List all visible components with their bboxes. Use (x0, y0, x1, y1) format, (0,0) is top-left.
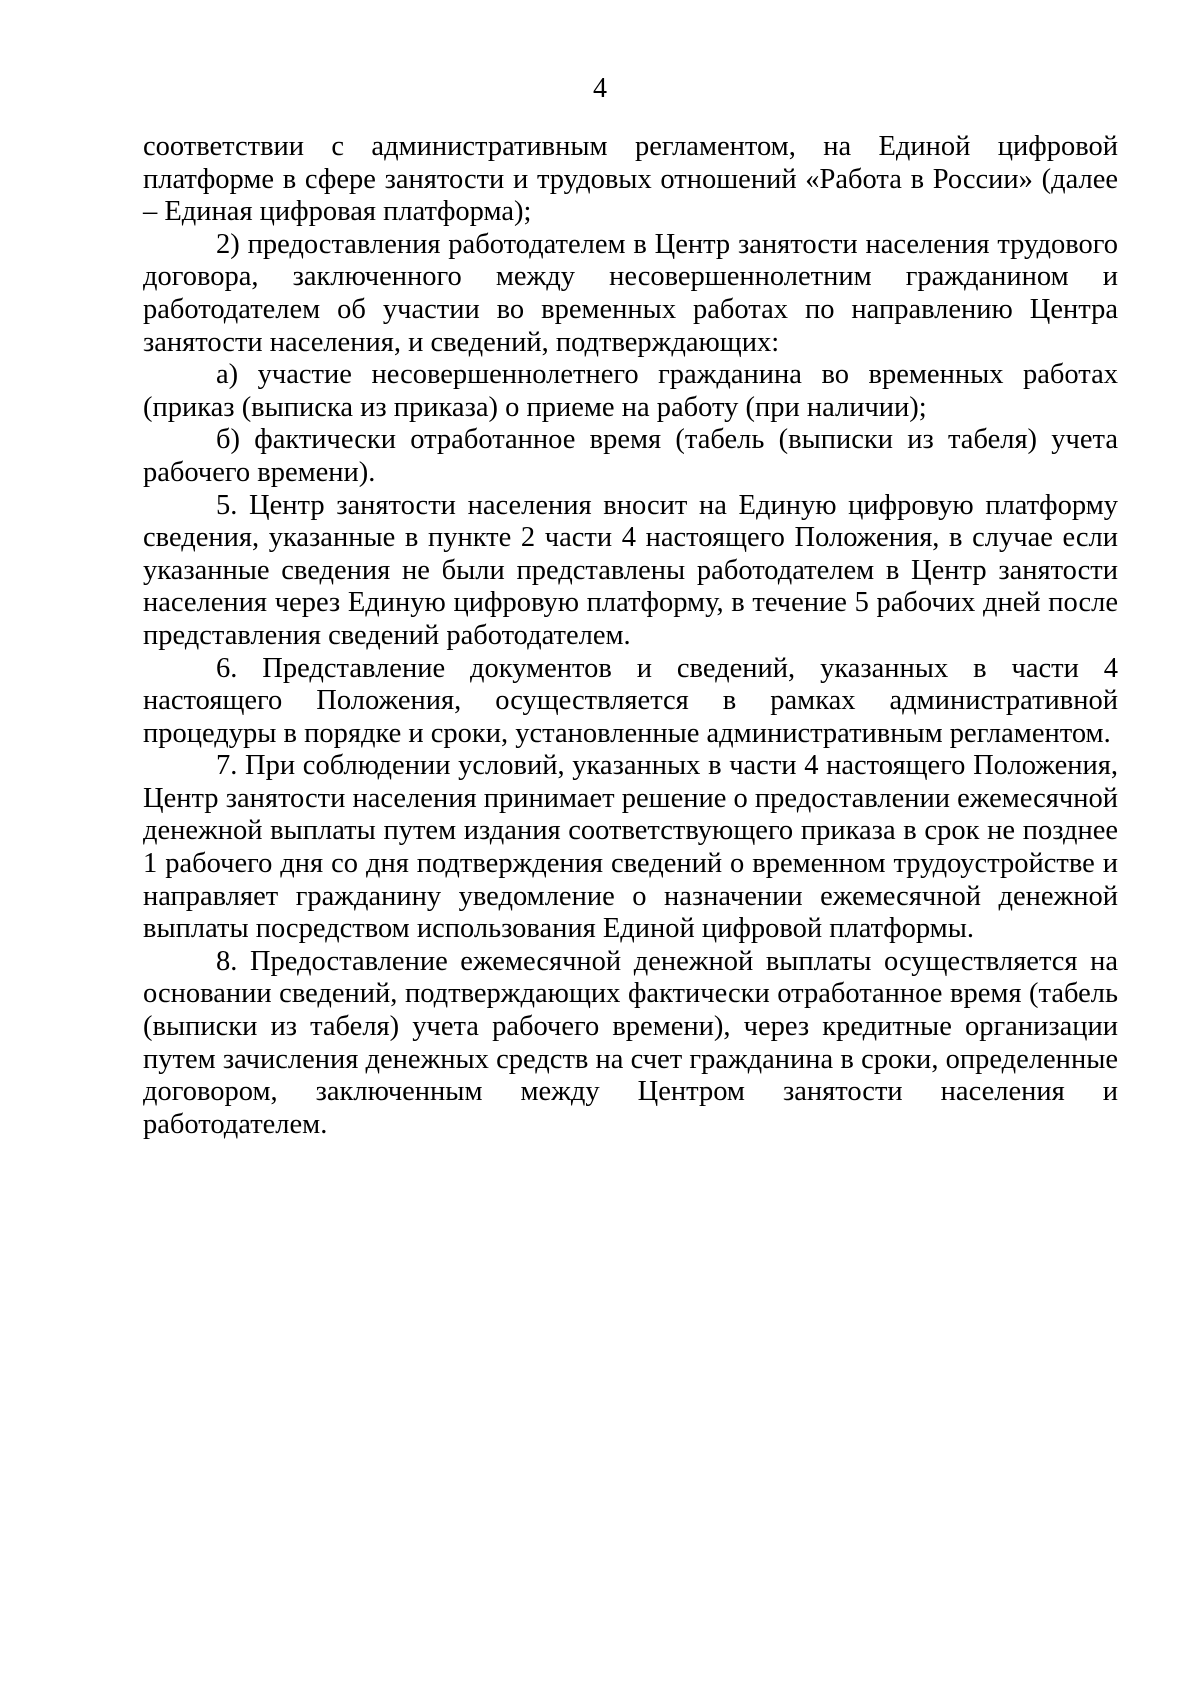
paragraph-item-2: 2) предоставления работодателем в Центр занятости населения трудового договора, заключенного между несовершеннолетним гражданином и работодателем об участии во временных работах по направлению Центра занятости населения, и сведений, подтверждающих: (143, 228, 1118, 358)
paragraph-8: 8. Предоставление ежемесячной денежной выплаты осуществляется на основании сведений, подтверждающих фактически отработанное время (табель (выписки из табеля) учета рабочего времени), через кредитные организации путем зачисления денежных средств на счет гражданина в сроки, определенные договором, заключенным между Центром занятости населения и работодателем. (143, 945, 1118, 1140)
page-number: 4 (593, 73, 607, 104)
paragraph-continuation: соответствии с административным регламентом, на Единой цифровой платформе в сфере занятости и трудовых отношений «Работа в России» (далее – Единая цифровая платформа); (143, 131, 1118, 228)
paragraph-subitem-b: б) фактически отработанное время (табель (выписки из табеля) учета рабочего времени). (143, 424, 1118, 488)
paragraph-5: 5. Центр занятости населения вносит на Единую цифровую платформу сведения, указанные в пункте 2 части 4 настоящего Положения, в случае если указанные сведения не были представлены работодателем в Центр занятости населения через Единую цифровую платформу, в течение 5 рабочих дней после представления сведений работодателем. (143, 489, 1118, 651)
paragraph-6: 6. Представление документов и сведений, указанных в части 4 настоящего Положения, осуществляется в рамках административной процедуры в порядке и сроки, установленные административным регламентом. (143, 652, 1118, 749)
paragraph-7: 7. При соблюдении условий, указанных в части 4 настоящего Положения, Центр занятости населения принимает решение о предоставлении ежемесячной денежной выплаты путем издания соответствующего приказа в срок не позднее 1 рабочего дня со дня подтверждения сведений о временном трудоустройстве и направляет гражданину уведомление о назначении ежемесячной денежной выплаты посредством использования Единой цифровой платформы. (143, 750, 1118, 945)
document-body (143, 131, 1118, 1141)
paragraph-subitem-a: а) участие несовершеннолетнего гражданина во временных работах (приказ (выписка из приказа) о приеме на работу (при наличии); (143, 359, 1118, 423)
